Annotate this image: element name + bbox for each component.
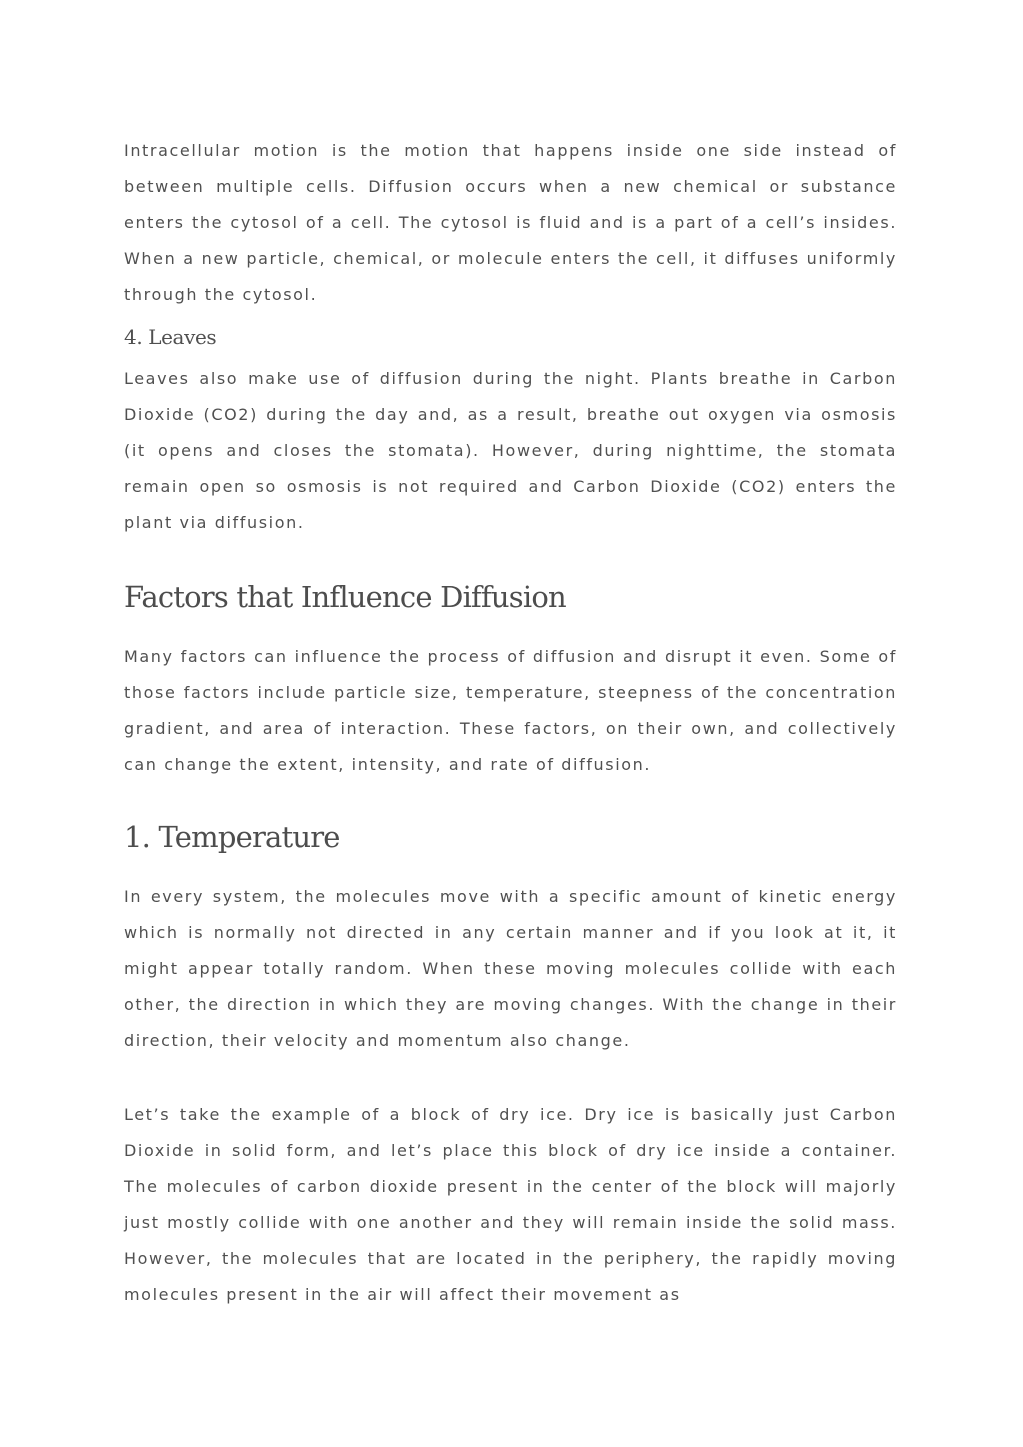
heading-factors-influence-diffusion: Factors that Influence Diffusion bbox=[124, 580, 566, 614]
paragraph-intracellular-motion: Intracellular motion is the motion that happens inside one side instead of between multiple cells. Diffusion occurs when a new chemical or substance enters the cytosol of a cell. The cytosol is fluid and is a part of a cell’s insides. When a new particle, chemical, or molecule enters the cell, it diffuses uniformly through the cytosol. bbox=[124, 141, 897, 304]
paragraph-temperature-dry-ice: Let’s take the example of a block of dry ice. Dry ice is basically just Carbon Dioxide in solid form, and let’s place this block of dry ice inside a container. The molecules of carbon dioxide present in the center of the block will majorly just mostly collide with one another and they will remain inside the solid mass. However, the molecules that are located in the periphery, the rapidly moving molecules present in the air will affect their movement as bbox=[124, 1105, 897, 1304]
paragraph-leaves: Leaves also make use of diffusion during the night. Plants breathe in Carbon Dioxide (CO2) during the day and, as a result, breathe out oxygen via osmosis (it opens and closes the stomata). However, during nighttime, the stomata remain open so osmosis is not required and Carbon Dioxide (CO2) enters the plant via diffusion. bbox=[124, 369, 897, 532]
paragraph-temperature-kinetic: In every system, the molecules move with a specific amount of kinetic energy which is normally not directed in any certain manner and if you look at it, it might appear totally random. When these moving molecules collide with each other, the direction in which they are moving changes. With the change in their direction, their velocity and momentum also change. bbox=[124, 887, 897, 1050]
paragraph-factors: Many factors can influence the process of diffusion and disrupt it even. Some of those factors include particle size, temperature, steepness of the concentration gradient, and area of interaction. These factors, on their own, and collectively can change the extent, intensity, and rate of diffusion. bbox=[124, 647, 897, 774]
document-page bbox=[124, 133, 897, 1313]
heading-leaves: 4. Leaves bbox=[124, 325, 217, 349]
heading-temperature: 1. Temperature bbox=[124, 820, 340, 854]
